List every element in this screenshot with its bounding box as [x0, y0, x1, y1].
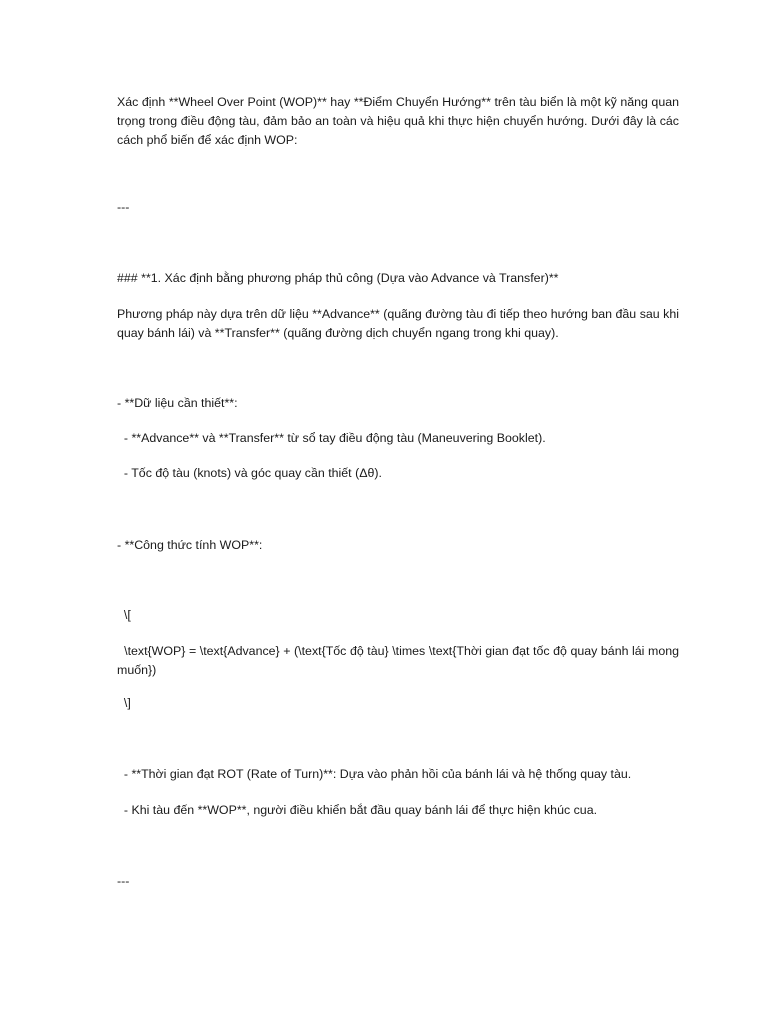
formula-label: - **Công thức tính WOP**: — [117, 538, 263, 552]
formula-open: \[ — [117, 608, 131, 622]
section-heading: ### **1. Xác định bằng phương pháp thủ công (Dựa vào Advance và Transfer)** — [117, 271, 559, 285]
separator: --- — [117, 874, 130, 888]
separator: --- — [117, 200, 130, 214]
list-item: - Khi tàu đến **WOP**, người điều khiển bắt đầu quay bánh lái để thực hiện khúc cua. — [117, 803, 598, 817]
data-needed-label: - **Dữ liệu cần thiết**: — [117, 396, 238, 410]
data-item: - **Advance** và **Transfer** từ sổ tay điều động tàu (Maneuvering Booklet). — [117, 431, 546, 445]
formula-close: \] — [117, 696, 131, 710]
intro-paragraph: Xác định **Wheel Over Point (WOP)** hay **Điểm Chuyển Hướng** trên tàu biển là một kỹ năng quan trọng trong điều động tàu, đảm bảo an toàn và hiệu quả khi thực hiện chuyển hướng. Dưới đây là các cách phổ biến để xác định WOP: — [117, 95, 679, 147]
data-item: - Tốc độ tàu (knots) và góc quay cần thiết (Δθ). — [117, 466, 382, 480]
formula-body: \text{WOP} = \text{Advance} + (\text{Tốc độ tàu} \times \text{Thời gian đạt tốc độ quay bánh lái mong muốn}) — [117, 644, 683, 677]
method-description: Phương pháp này dựa trên dữ liệu **Advance** (quãng đường tàu đi tiếp theo hướng ban đầu sau khi quay bánh lái) và **Transfer** (quãng đường dịch chuyển ngang trong khi quay). — [117, 307, 679, 340]
list-item: - **Thời gian đạt ROT (Rate of Turn)**: Dựa vào phản hồi của bánh lái và hệ thống quay tàu. — [117, 767, 632, 781]
